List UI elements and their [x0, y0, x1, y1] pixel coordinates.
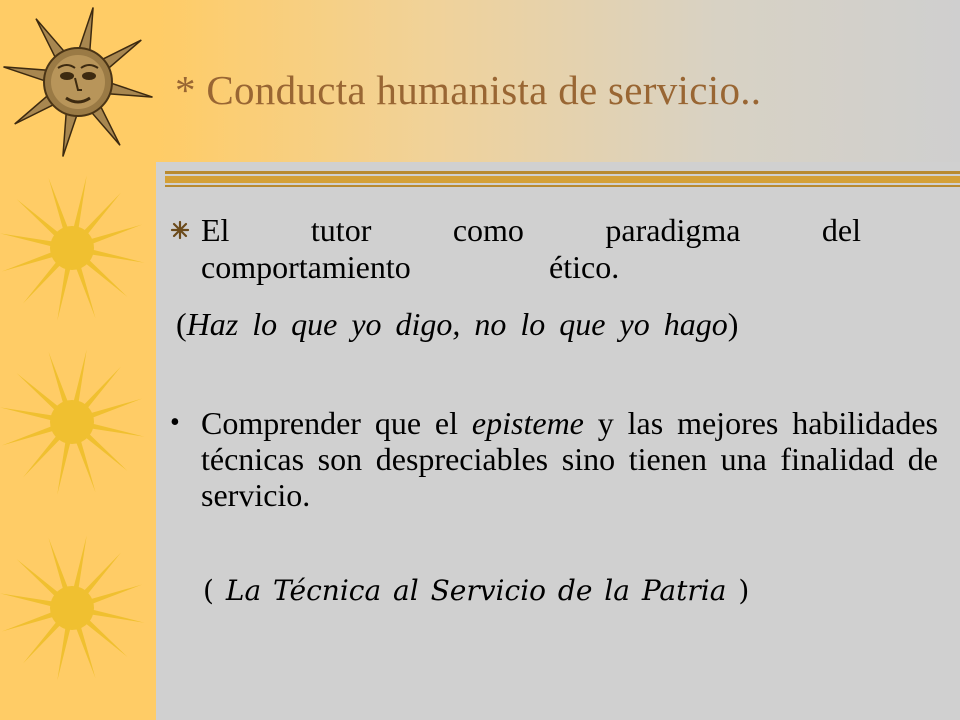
star-bullet-icon — [170, 212, 190, 248]
bullet1-line2 — [201, 249, 861, 285]
bullet2-text-before: Comprender que el — [201, 405, 459, 441]
slide-title: * Conducta humanista de servicio.. — [175, 67, 762, 113]
sun-icon — [0, 168, 152, 328]
note1-open-paren: ( — [176, 306, 187, 342]
note1-close-paren: ) — [727, 306, 739, 342]
note2-open-paren: ( — [203, 574, 214, 607]
note2-text: La Técnica al Servicio de la Patria — [225, 574, 727, 607]
note1-text: Haz lo que yo digo, no lo que yo hago — [186, 306, 728, 342]
bullet1-note — [176, 306, 946, 342]
sun-icon — [0, 342, 152, 502]
bullet2-paragraph — [201, 405, 938, 513]
bullet2-emphasis: episteme — [471, 405, 584, 441]
bullet1-word-comportamiento: comportamiento — [201, 249, 411, 285]
note2-close-paren: ) — [738, 574, 750, 607]
bullet2-note — [203, 573, 923, 609]
sun-face-icon — [0, 2, 158, 162]
bullet-dot: • — [170, 407, 180, 438]
bullet1-word-etico: ético. — [549, 249, 620, 285]
sun-icon — [0, 528, 152, 688]
bullet1-line1: El tutor como paradigma del — [201, 212, 861, 248]
title-divider — [165, 170, 960, 190]
bullet2-text-after: y las mejores habilidades técnicas son despreciables sino tienen una finalidad de servicio. — [201, 405, 939, 513]
